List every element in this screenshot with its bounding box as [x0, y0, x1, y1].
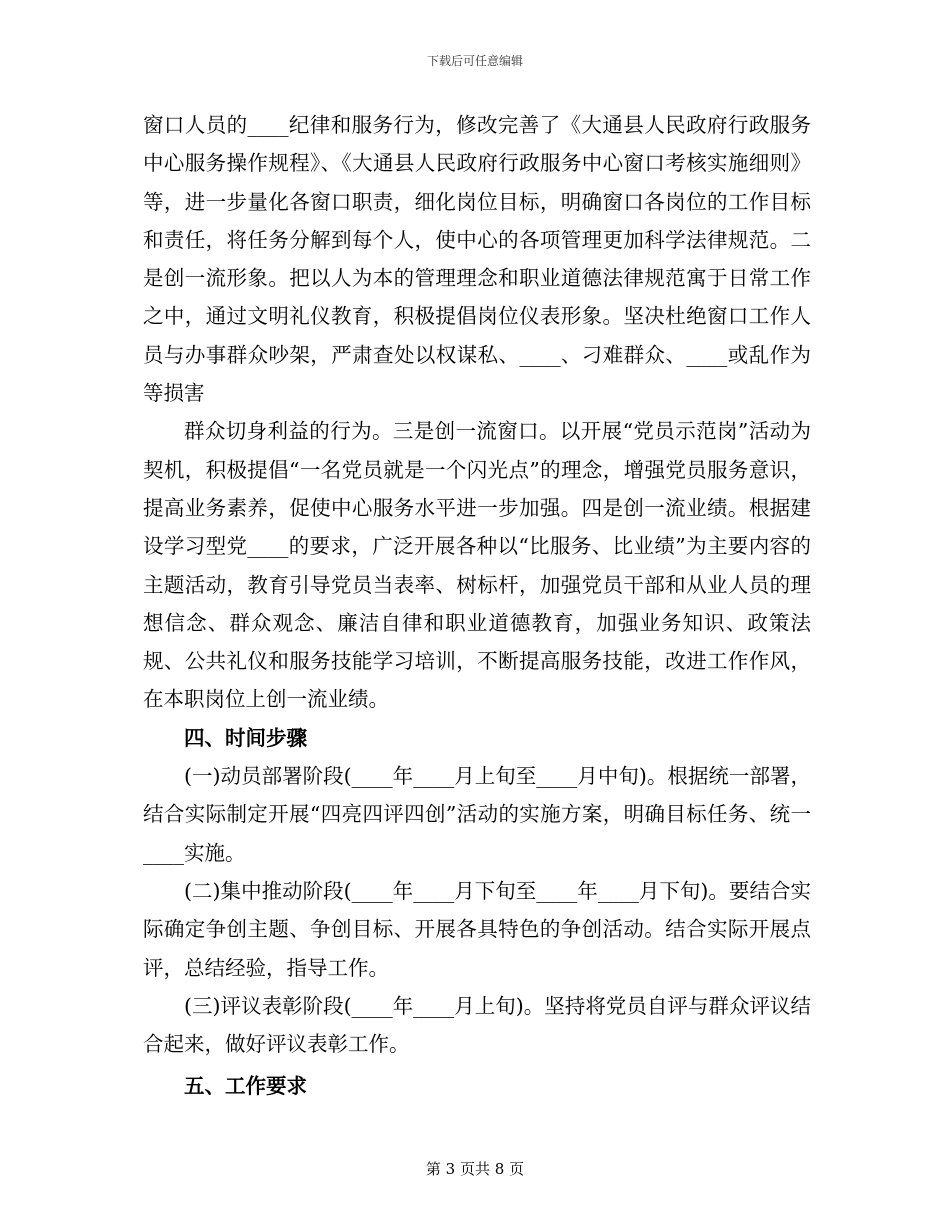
- section-heading-4: 四、时间步骤: [184, 725, 307, 750]
- page-footer: 第 3 页共 8 页: [425, 1160, 525, 1178]
- section-heading-5: 五、工作要求: [184, 1074, 307, 1099]
- document-body: [143, 106, 811, 1106]
- paragraph-5: (三)评议表彰阶段(____年____月上旬)。坚持将党员自评与群众评议结合起来，做好评议表彰工作。: [143, 993, 811, 1057]
- paragraph-4: (二)集中推动阶段(____年____月下旬至____年____月下旬)。要结合实际确定争创主题、争创目标、开展各具特色的争创活动。结合实际开展点评，总结经验，指导工作。: [143, 878, 811, 980]
- page-header: 下载后可任意编辑: [426, 54, 523, 68]
- paragraph-1: 窗口人员的____纪律和服务行为，修改完善了《大通县人民政府行政服务中心服务操作规程》、《大通县人民政府行政服务中心窗口考核实施细则》等，进一步量化各窗口职责，细化岗位目标，明确窗口各岗位的工作目标和责任，将任务分解到每个人，使中心的各项管理更加科学法律规范。二是创一流形象。把以人为本的管理理念和职业道德法律规范寓于日常工作之中，通过文明礼仪教育，积极提倡岗位仪表形象。坚决杜绝窗口工作人员与办事群众吵架，严肃查处以权谋私、____、刁难群众、____或乱作为等损害: [143, 113, 811, 406]
- paragraph-2: 群众切身利益的行为。三是创一流窗口。以开展“党员示范岗”活动为契机，积极提倡“一名党员就是一个闪光点”的理念，增强党员服务意识，提高业务素养，促使中心服务水平进一步加强。四是创一流业绩。根据建设学习型党____的要求，广泛开展各种以“比服务、比业绩”为主要内容的主题活动，教育引导党员当表率、树标杆，加强党员干部和从业人员的理想信念、群众观念、廉洁自律和职业道德教育，加强业务知识、政策法规、公共礼仪和服务技能学习培训，不断提高服务技能，改进工作作风，在本职岗位上创一流业绩。: [143, 419, 811, 712]
- paragraph-3: (一)动员部署阶段(____年____月上旬至____月中旬)。根据统一部署，结合实际制定开展“四亮四评四创”活动的实施方案，明确目标任务、统一____实施。: [143, 764, 811, 865]
